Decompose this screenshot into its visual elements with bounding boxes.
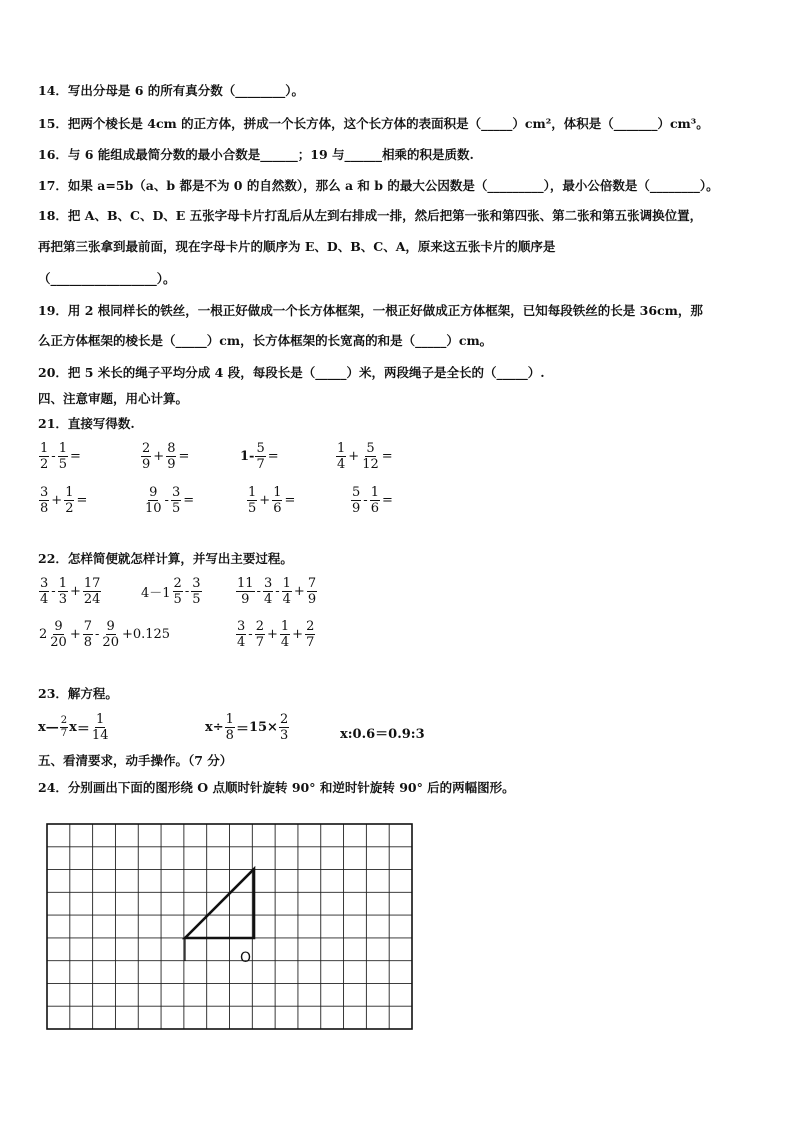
- operator: =: [69, 449, 81, 464]
- fraction: [282, 576, 292, 607]
- denominator: 5: [173, 592, 182, 607]
- operator: =: [381, 449, 393, 464]
- calc-22-5: [235, 619, 316, 650]
- operator: +: [69, 584, 81, 599]
- question-14: 14．写出分母是 6 的所有真分数（________）。: [38, 83, 305, 98]
- denominator: 8: [225, 728, 234, 743]
- fraction: [279, 712, 289, 743]
- operator: -: [164, 493, 169, 508]
- fraction: [255, 441, 265, 472]
- fraction: [263, 576, 273, 607]
- variable: x: [38, 720, 46, 735]
- operator: =: [381, 493, 393, 508]
- numerator: 1: [248, 485, 257, 500]
- denominator: 4: [282, 592, 291, 607]
- numerator: 1: [65, 485, 74, 500]
- calc-21-8: [350, 485, 394, 516]
- denominator: 7: [255, 635, 264, 650]
- calc-21-2: [140, 441, 190, 472]
- fraction: [191, 576, 201, 607]
- fraction: [83, 576, 102, 607]
- question-23: 23．解方程。: [38, 686, 118, 701]
- operator: +: [348, 449, 360, 464]
- numerator: 3: [263, 576, 273, 591]
- numerator: 2: [60, 715, 68, 726]
- denominator: 3: [279, 728, 289, 743]
- fraction: [39, 576, 49, 607]
- calc-21-6: [143, 485, 195, 516]
- fraction: [60, 715, 68, 740]
- fraction: [307, 576, 317, 607]
- equation-23-2: [205, 712, 290, 743]
- calc-21-4: [335, 441, 394, 472]
- denominator: 20: [50, 635, 67, 650]
- numerator: 1: [273, 485, 282, 500]
- numerator: 1: [337, 441, 346, 456]
- right-triangle: [185, 869, 254, 938]
- denominator: 9: [241, 592, 250, 607]
- operator: =: [183, 493, 195, 508]
- fraction: [370, 485, 380, 516]
- denominator: 7: [256, 457, 265, 472]
- denominator: 9: [352, 501, 361, 516]
- fraction: [280, 619, 290, 650]
- denominator: 5: [171, 501, 181, 516]
- operator: =: [267, 449, 279, 464]
- numerator: 7: [83, 619, 93, 634]
- fraction: [58, 576, 68, 607]
- denominator: 3: [58, 592, 67, 607]
- question-16: 16．与 6 能组成最简分数的最小合数是______；19 与______相乘的积是质数.: [38, 147, 474, 162]
- numerator: 1: [280, 619, 290, 634]
- fraction: [49, 619, 68, 650]
- question-19-line2: 么正方体框架的棱长是（_____）cm，长方体框架的长宽高的和是（_____）cm。: [38, 333, 493, 348]
- denominator: 2: [65, 501, 74, 516]
- fraction: [58, 441, 68, 472]
- question-24: 24．分别画出下面的图形绕 O 点顺时针旋转 90° 和逆时针旋转 90° 后的两幅图形。: [38, 780, 515, 795]
- operand: +0.125: [121, 627, 171, 642]
- denominator: 6: [273, 501, 282, 516]
- numerator: 1: [282, 576, 291, 591]
- point-o-label: O: [240, 950, 252, 966]
- denominator: 12: [362, 457, 379, 472]
- numerator: 9: [54, 619, 63, 634]
- operator: =: [284, 493, 296, 508]
- fraction: [351, 485, 361, 516]
- calc-22-4: [38, 619, 171, 650]
- calc-21-7: [246, 485, 296, 516]
- numerator: 9: [149, 485, 158, 500]
- numerator: 3: [171, 485, 181, 500]
- operator: —: [45, 720, 59, 735]
- operator: -: [248, 627, 253, 642]
- denominator: 4: [263, 592, 273, 607]
- calc-22-3: [235, 576, 318, 607]
- numerator: 2: [255, 619, 264, 634]
- equation-23-3: [340, 723, 425, 742]
- denominator: 8: [83, 635, 93, 650]
- denominator: 4: [40, 592, 49, 607]
- denominator: 7: [60, 728, 68, 739]
- question-21: 21．直接写得数.: [38, 416, 135, 431]
- fraction: [247, 485, 257, 516]
- question-20: 20．把 5 米长的绳子平均分成 4 段，每段长是（_____）米，两段绳子是全长的（_____）.: [38, 365, 545, 380]
- fraction: [83, 619, 93, 650]
- denominator: 24: [83, 592, 101, 607]
- variable: x: [69, 720, 77, 735]
- denominator: 20: [102, 635, 119, 650]
- calc-22-2: [140, 576, 203, 607]
- fraction: [144, 485, 163, 516]
- fraction: [305, 619, 315, 650]
- operand: 1-: [240, 449, 255, 464]
- fraction: [64, 485, 74, 516]
- numerator: 2: [173, 576, 182, 591]
- denominator: 9: [307, 592, 317, 607]
- denominator: 5: [58, 457, 67, 472]
- numerator: 2: [306, 619, 315, 634]
- question-18-line3: （_________________）。: [38, 271, 176, 286]
- fraction: [39, 485, 49, 516]
- operator: ＝: [76, 722, 90, 737]
- numerator: 3: [40, 576, 49, 591]
- calc-21-3: [240, 441, 280, 472]
- denominator: 8: [40, 501, 49, 516]
- question-17: 17．如果 a=5b（a、b 都是不为 0 的自然数），那么 a 和 b 的最大公因数是（_________），最小公倍数是（________）。: [38, 178, 719, 193]
- question-18-line1: 18．把 A、B、C、D、E 五张字母卡片打乱后从左到右排成一排，然后把第一张和第四张、第二张和第五张调换位置，: [38, 208, 703, 223]
- numerator: 2: [142, 441, 151, 456]
- operator: +: [266, 627, 278, 642]
- numerator: 9: [106, 619, 115, 634]
- section-4-heading: 四、注意审题，用心计算。: [38, 391, 189, 406]
- question-19-line1: 19．用 2 根同样长的铁丝，一根正好做成一个长方体框架，一根正好做成正方体框架，已知每段铁丝的长是 36cm，那: [38, 303, 703, 318]
- denominator: 4: [337, 457, 346, 472]
- section-5-heading: 五、看清要求，动手操作。（7 分）: [38, 753, 233, 768]
- operand: 15×: [248, 720, 278, 735]
- denominator: 2: [40, 457, 49, 472]
- numerator: 3: [192, 576, 201, 591]
- denominator: 5: [192, 592, 201, 607]
- fraction: [336, 441, 346, 472]
- fraction: [39, 441, 49, 472]
- calc-21-5: [38, 485, 88, 516]
- numerator: 1: [40, 441, 49, 456]
- question-22: 22．怎样简便就怎样计算，并写出主要过程。: [38, 551, 293, 566]
- rotation-grid: [46, 823, 414, 1031]
- operator: +: [292, 627, 304, 642]
- operator: -: [256, 584, 261, 599]
- denominator: 14: [91, 728, 109, 743]
- operand: 2: [39, 627, 48, 642]
- operator: -: [51, 449, 56, 464]
- fraction: [255, 619, 265, 650]
- question-15: 15．把两个棱长是 4cm 的正方体，拼成一个长方体，这个长方体的表面积是（_____）cm²，体积是（_______）cm³。: [38, 116, 709, 131]
- numerator: 1: [96, 712, 105, 727]
- operator: +: [51, 493, 63, 508]
- numerator: 2: [279, 712, 289, 727]
- numerator: 5: [352, 485, 361, 500]
- operator: =: [76, 493, 88, 508]
- fraction: [166, 441, 176, 472]
- equation-23-1: [38, 712, 110, 743]
- numerator: 17: [83, 576, 101, 591]
- grid-lines: [47, 824, 412, 1029]
- operator: +: [69, 627, 81, 642]
- question-18-line2: 再把第三张拿到最前面，现在字母卡片的顺序为 E、D、B、C、A，原来这五张卡片的顺序是: [38, 239, 556, 254]
- denominator: 7: [306, 635, 315, 650]
- numerator: 7: [307, 576, 317, 591]
- fraction: [272, 485, 282, 516]
- operator: ＝: [235, 722, 249, 737]
- numerator: 5: [366, 441, 375, 456]
- numerator: 1: [58, 441, 67, 456]
- operator: -: [95, 627, 100, 642]
- denominator: 4: [280, 635, 290, 650]
- denominator: 4: [237, 635, 246, 650]
- fraction: [173, 576, 183, 607]
- fraction: [141, 441, 151, 472]
- fraction: [236, 576, 255, 607]
- denominator: 9: [142, 457, 151, 472]
- numerator: 11: [237, 576, 254, 591]
- numerator: 1: [370, 485, 379, 500]
- calc-22-1: [38, 576, 102, 607]
- fraction: [171, 485, 181, 516]
- calc-21-1: [38, 441, 82, 472]
- numerator: 5: [256, 441, 265, 456]
- fraction: [236, 619, 246, 650]
- denominator: 6: [370, 501, 379, 516]
- denominator: 10: [145, 501, 162, 516]
- ratio-equation: x:0.6＝0.9:3: [340, 727, 425, 742]
- operator: -: [184, 584, 190, 599]
- operand: 4－1: [141, 586, 171, 601]
- numerator: 3: [40, 485, 49, 500]
- operator: =: [178, 449, 190, 464]
- fraction: [91, 712, 110, 743]
- fraction: [225, 712, 235, 743]
- operator: +: [293, 584, 305, 599]
- numerator: 1: [58, 576, 67, 591]
- fraction: [101, 619, 120, 650]
- operator: +: [153, 449, 165, 464]
- operator: -: [275, 584, 280, 599]
- numerator: 1: [225, 712, 234, 727]
- denominator: 5: [248, 501, 257, 516]
- operator: -: [363, 493, 368, 508]
- numerator: 3: [237, 619, 246, 634]
- numerator: 8: [167, 441, 176, 456]
- operator: -: [51, 584, 56, 599]
- operand: x÷: [205, 720, 224, 735]
- denominator: 9: [167, 457, 176, 472]
- operator: +: [259, 493, 271, 508]
- fraction: [361, 441, 380, 472]
